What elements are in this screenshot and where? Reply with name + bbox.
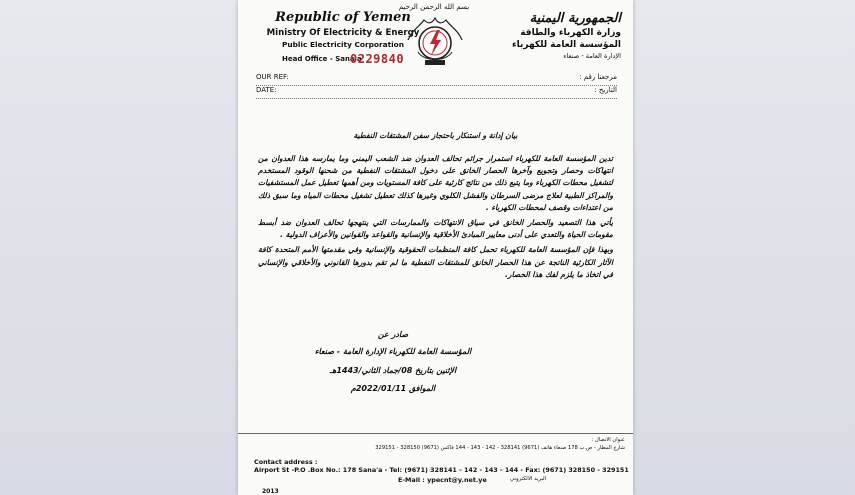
english-republic: Republic of Yemen [275, 10, 411, 25]
issue-date-gregorian: الموافق 2022/01/11م [350, 384, 436, 393]
english-head-office: Head Office - Sana'a [282, 55, 362, 63]
our-ref-label-arabic: مرجعنا رقم : [579, 73, 617, 81]
footer-arabic-contact: عنوان الاتصال : [591, 437, 625, 443]
issuer-name: المؤسسة العامة للكهرباء الإدارة العامة - صنعاء [314, 347, 472, 356]
arabic-letterhead [481, 10, 621, 61]
our-ref-label: OUR REF: [256, 73, 289, 81]
arabic-corporation: المؤسسة العامة للكهرباء [511, 40, 621, 50]
footer-arabic-address: شارع المطار - ص.ب 178 صنعاء هاتف (9671) 328141 - 142 - 143 - 144 فاكس (9671) 328150 - 329151 [375, 444, 625, 451]
footer-address: Airport St -P.O .Box No.: 178 Sana'a - Tel: (9671) 328141 - 142 - 143 - 144 - Fax: (9671) 328150 - 329151 [254, 466, 629, 474]
footer-contact-label: Contact address : [254, 458, 318, 466]
our-ref-line [256, 72, 617, 86]
document-body [258, 153, 613, 284]
footer-english [254, 458, 629, 474]
document-title: بيان إدانة و استنكار باحتجاز سفن المشتقات النفطية [353, 131, 518, 140]
footer-email-arabic: البريد الالكتروني [510, 476, 547, 482]
footer-divider [238, 433, 633, 434]
date-line [256, 85, 617, 99]
date-label: DATE: [256, 86, 277, 94]
footer-email: E-Mail : ypecnt@y.net.ye [398, 476, 487, 484]
serial-number: 0229840 [350, 52, 405, 66]
bismillah: بسم الله الرحمن الرحيم [398, 3, 470, 11]
arabic-head-office: الإدارة العامة - صنعاء [563, 52, 621, 60]
body-paragraph: تدين المؤسسة العامة للكهرباء استمرار جرائم تحالف العدوان ضد الشعب اليمني وما يمارسه هذا العدوان من انتهاكات وحصار وتجويع وآخرها الحصار الخانق على دخول المشتقات النفطية من شحنها الوقود المستخدم لتشغيل محطات الكهرباء وما يتبع ذلك من نتائج كارثية على كافة المستويات ومن أهمها تعطيل عمل المستشفيات والمراكز الطبية لعلاج مرضى السرطان والفشل الكلوي وغيرها كذلك تعطيل تشغيل محطات المياه وما سبق ذلك من اعتداءات وقصف لمحطات الكهرباء . [258, 154, 613, 212]
english-corporation: Public Electricity Corporation [281, 40, 405, 49]
background-right [633, 0, 855, 495]
arabic-ministry: وزارة الكهرباء والطاقة [520, 28, 621, 38]
body-paragraph: يأتي هذا التصعيد والحصار الخانق في سياق الانتهاكات والممارسات التي ينتهجها تحالف العدوان ضد أبسط مقومات الحياة والتعدي على أدنى معايير المبادئ الأخلاقية والإنسانية والقواعد والقوانين والأعراف الدولية . [258, 218, 613, 240]
issuer-heading: صادر عن [377, 330, 409, 339]
issue-date-hijri: الإثنين بتاريخ 08/جماد الثاني/1443هـ [329, 366, 457, 375]
footer-year: 2013 [262, 488, 279, 495]
english-ministry: Ministry Of Electricity & Energy [266, 28, 420, 38]
arabic-republic: الجمهورية اليمنية [529, 11, 621, 26]
corporation-logo-icon [402, 4, 468, 68]
letter-page [238, 0, 633, 495]
background-left [0, 0, 238, 495]
date-label-arabic: التاريخ : [594, 86, 617, 94]
body-paragraph: وبهذا فإن المؤسسة العامة للكهرباء تحمل كافة المنظمات الحقوقية والإنسانية وفي مقدمتها الأمم المتحدة كافة الآثار الكارثية الناتجة عن هذا الحصار الخانق للمشتقات النفطية ما لم تقم بدورها القانوني والأخلاقي والإنساني في اتخاذ ما يلزم لفك هذا الحصار. [258, 245, 613, 279]
footer-arabic [244, 437, 625, 452]
